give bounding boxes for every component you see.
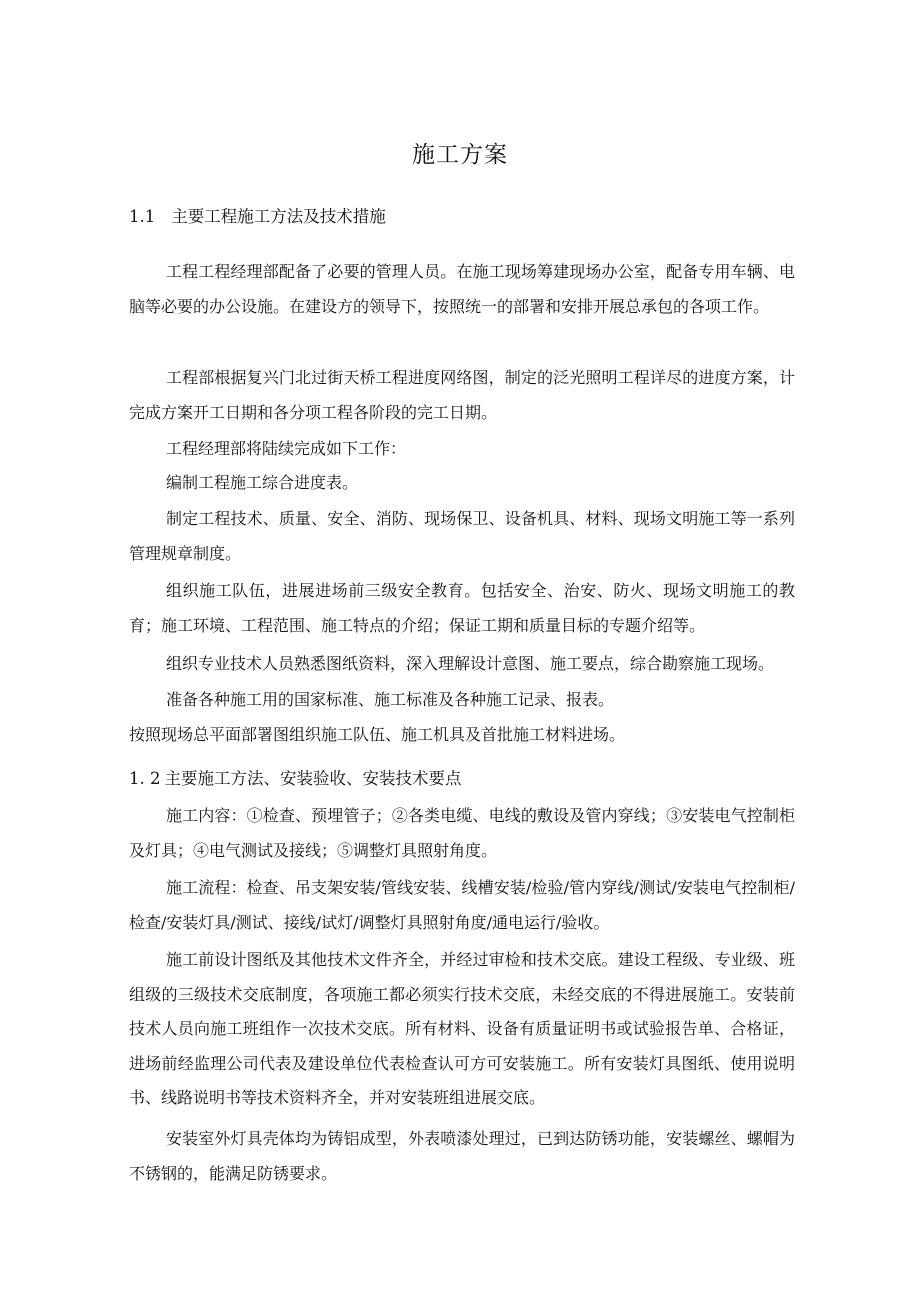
paragraph: 编制工程施工综合进度表。 (166, 473, 359, 492)
paragraph: 施工前设计图纸及其他技术文件齐全，并经过审检和技术交底。建设工程级、专业级、班组级的三级技术交底制度，各项施工都必须实行技术交底，未经交底的不得进展施工。安装前技术人员向施工班组作一次技术交底。所有材料、设备有质量证明书或试验报告单、合格证，进场前经监理公司代表及建设单位代表检查认可方可安装施工。所有安装灯具图纸、使用说明书、线路说明书等技术资料齐全，并对安装班组进展交底。 (129, 950, 795, 1107)
paragraph: 工程部根据复兴门北过街天桥工程进度网络图，制定的泛光照明工程详尽的进度方案，计完成方案开工日期和各分项工程各阶段的完工日期。 (129, 368, 795, 422)
section-heading-text: 主要施工方法、安装验收、安装技术要点 (164, 769, 462, 788)
paragraph: 施工内容：①检查、预埋管子；②各类电缆、电线的敷设及管内穿线；③安装电气控制柜及灯具；④电气测试及接线；⑤调整灯具照射角度。 (129, 806, 795, 860)
paragraph: 组织施工队伍，进展进场前三级安全教育。包括安全、治安、防火、现场文明施工的教育；施工环境、工程范围、施工特点的介绍；保证工期和质量目标的专题介绍等。 (129, 581, 795, 635)
section-heading-1-2 (129, 765, 462, 789)
section-number: 1. 2 (129, 769, 161, 788)
paragraph: 制定工程技术、质量、安全、消防、现场保卫、设备机具、材料、现场文明施工等一系列管理规章制度。 (129, 509, 795, 563)
section-heading-text: 主要工程施工方法及技术措施 (171, 207, 386, 226)
section-number: 1.1 (129, 207, 156, 226)
paragraph: 安装室外灯具壳体均为铸铝成型，外表喷漆处理过，已到达防锈功能，安装螺丝、螺帽为不锈钢的，能满足防锈要求。 (129, 1129, 795, 1183)
paragraph: 按照现场总平面部署图组织施工队伍、施工机具及首批施工材料进场。 (129, 725, 626, 744)
paragraph: 准备各种施工用的国家标准、施工标准及各种施工记录、报表。 (166, 690, 615, 709)
paragraph: 工程经理部将陆续完成如下工作： (166, 439, 407, 458)
paragraph: 施工流程：检查、吊支架安装/管线安装、线槽安装/检验/管内穿线/测试/安装电气控制柜/检查/安装灯具/测试、接线/试灯/调整灯具照射角度/通电运行/验收。 (129, 878, 795, 932)
document-title: 施工方案 (412, 142, 508, 168)
paragraph: 组织专业技术人员熟悉图纸资料，深入理解设计意图、施工要点，综合勘察施工现场。 (166, 654, 775, 673)
section-heading-1-1 (129, 203, 386, 227)
paragraph: 工程工程经理部配备了必要的管理人员。在施工现场筹建现场办公室，配备专用车辆、电脑等必要的办公设施。在建设方的领导下，按照统一的部署和安排开展总承包的各项工作。 (129, 262, 795, 316)
